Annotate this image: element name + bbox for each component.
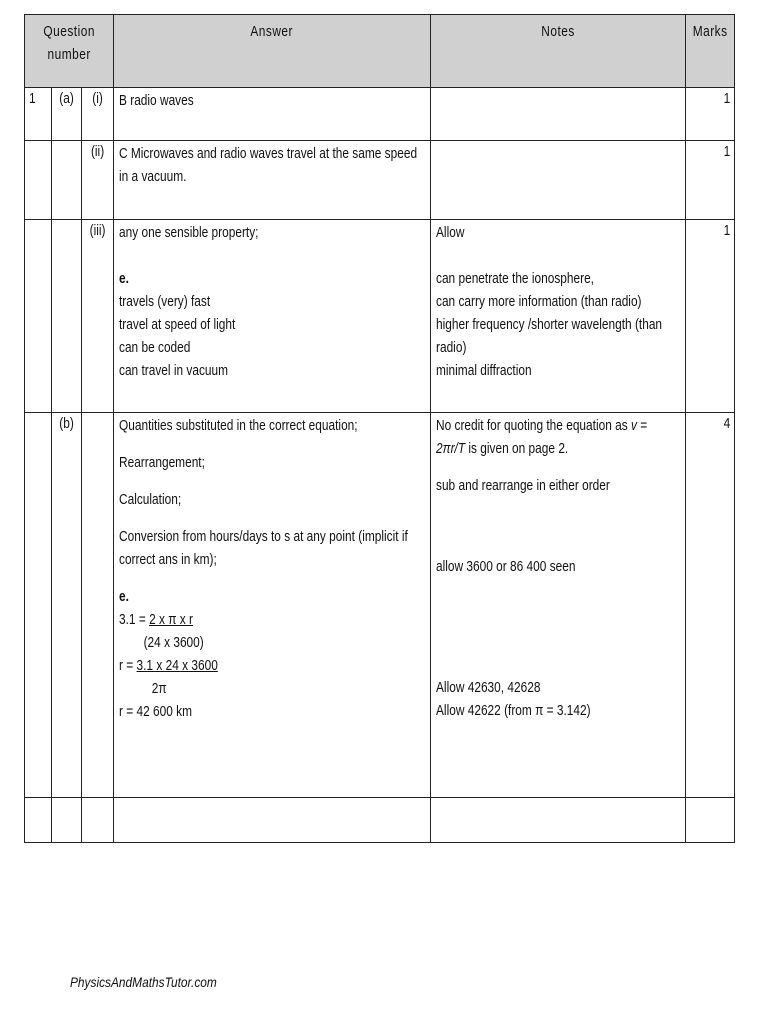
marks-cell: 4 — [685, 413, 734, 798]
answer-line: e. — [119, 271, 130, 287]
subpart-cell — [82, 413, 114, 798]
note-line: allow 3600 or 86 400 seen — [435, 559, 576, 575]
part-cell — [52, 141, 82, 220]
answer-step: Conversion from hours/days to s at any point (implicit if — [119, 529, 409, 545]
answer-line: travels (very) fast — [119, 294, 211, 310]
note-line: Allow 42622 (from π = 3.142) — [435, 703, 591, 719]
question-number-cell — [25, 141, 52, 220]
answer-step: correct ans in km); — [119, 552, 218, 568]
footer-source: PhysicsAndMathsTutor.com — [70, 974, 217, 990]
subpart-cell: (i) — [82, 88, 114, 141]
marks-cell: 1 — [685, 88, 734, 141]
table-row-1b — [25, 413, 735, 798]
part-cell: (b) — [52, 413, 82, 798]
note-line: 2πr/T is given on page 2. — [435, 441, 568, 457]
answer-step: Calculation; — [119, 492, 182, 508]
part-cell — [52, 798, 82, 843]
note-line: can penetrate the ionosphere, — [435, 271, 594, 287]
equation-2-denominator: 2π — [152, 681, 167, 697]
marks-cell: 1 — [685, 220, 734, 413]
header-marks: Marks — [685, 15, 734, 88]
equation-1: 3.1 = 2 x π x r — [119, 612, 194, 628]
table-row-empty — [25, 798, 735, 843]
notes-cell — [430, 88, 685, 141]
note-line: radio) — [435, 340, 467, 356]
answer-line: can travel in vacuum — [119, 363, 229, 379]
question-number-cell — [25, 798, 52, 843]
header-row — [25, 15, 735, 88]
header-notes: Notes — [430, 15, 685, 88]
answer-line: can be coded — [119, 340, 191, 356]
answer-step: Quantities substituted in the correct equation; — [119, 418, 358, 434]
notes-cell — [430, 141, 685, 220]
header-answer: Answer — [114, 15, 430, 88]
note-line: sub and rearrange in either order — [435, 478, 610, 494]
note-line: Allow 42630, 42628 — [435, 680, 541, 696]
equation-3: r = 42 600 km — [119, 704, 193, 720]
marks-cell — [685, 798, 734, 843]
answer-line: any one sensible property; — [119, 225, 259, 241]
note-line: can carry more information (than radio) — [435, 294, 642, 310]
question-number-cell — [25, 220, 52, 413]
table-row-1a-ii — [25, 141, 735, 220]
answer-step: Rearrangement; — [119, 455, 206, 471]
answer-cell: B radio waves — [114, 88, 430, 141]
part-cell — [52, 220, 82, 413]
header-question-number: Question number — [25, 15, 114, 88]
question-number-cell — [25, 413, 52, 798]
answer-cell — [114, 798, 430, 843]
subpart-cell — [82, 798, 114, 843]
answer-cell: C Microwaves and radio waves travel at the same speed in a vacuum. — [114, 141, 430, 220]
part-cell: (a) — [52, 88, 82, 141]
notes-cell — [430, 220, 685, 413]
subpart-cell: (iii) — [82, 220, 114, 413]
notes-cell — [430, 413, 685, 798]
mark-scheme-table — [24, 14, 735, 843]
table-row-1a-iii — [25, 220, 735, 413]
equation-2: r = 3.1 x 24 x 3600 — [119, 658, 219, 674]
equation-1-denominator: (24 x 3600) — [143, 635, 205, 651]
example-label: e. — [119, 589, 130, 605]
note-line: Allow — [435, 225, 465, 241]
answer-line: travel at speed of light — [119, 317, 236, 333]
note-line: higher frequency /shorter wavelength (than — [435, 317, 662, 333]
note-line: No credit for quoting the equation as v = — [435, 418, 647, 434]
marks-cell: 1 — [685, 141, 734, 220]
answer-cell — [114, 220, 430, 413]
subpart-cell: (ii) — [82, 141, 114, 220]
question-number-cell: 1 — [25, 88, 52, 141]
note-line: minimal diffraction — [435, 363, 532, 379]
table-row-1a-i — [25, 88, 735, 141]
answer-cell — [114, 413, 430, 798]
notes-cell — [430, 798, 685, 843]
